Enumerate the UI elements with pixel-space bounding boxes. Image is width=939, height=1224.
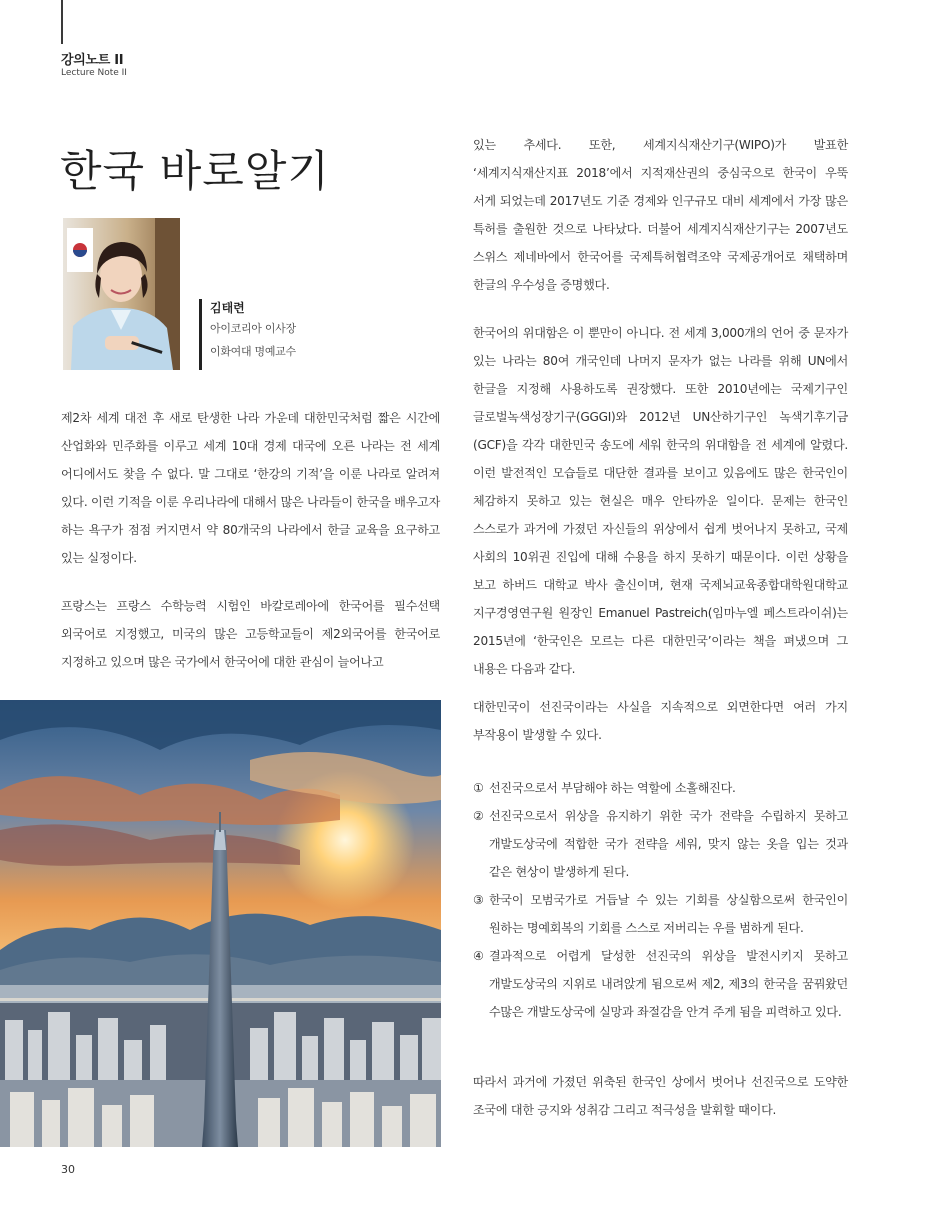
list-marker: ① <box>473 781 484 795</box>
right-paragraph-3: 대한민국이 선진국이라는 사실을 지속적으로 외면한다면 여러 가지 부작용이 발생할 수 있다. <box>473 700 848 742</box>
seoul-skyline-image <box>0 700 441 1147</box>
seoul-skyline-photo <box>0 700 441 1147</box>
list-item-text: 선진국으로서 부담해야 하는 역할에 소홀해진다. <box>489 781 736 795</box>
side-effects-list <box>473 774 848 1026</box>
section-title: 강의노트 II <box>61 53 124 68</box>
list-item <box>473 802 848 886</box>
list-item-text: 선진국으로서 위상을 유지하기 위한 국가 전략을 수립하지 못하고 개발도상국에 적합한 국가 전략을 세워, 맞지 않는 옷을 입는 것과 같은 현상이 발생하게 된다. <box>489 809 848 879</box>
left-paragraph-2: 프랑스는 프랑스 수학능력 시험인 바칼로레아에 한국어를 필수선택 외국어로 지정했고, 미국의 많은 고등학교들이 제2외국어를 한국어로 지정하고 있으며 많은 국가에서 한국어에 대한 관심이 늘어나고 <box>61 599 440 669</box>
list-item-text: 한국이 모범국가로 거듭날 수 있는 기회를 상실함으로써 한국인이 원하는 명예회복의 기회를 스스로 저버리는 우를 범하게 된다. <box>489 893 848 935</box>
right-paragraph-2: 한국어의 위대함은 이 뿐만이 아니다. 전 세계 3,000개의 언어 중 문자가 있는 나라는 80여 개국인데 나머지 문자가 없는 나라를 위해 UN에서 한글을 지정해 사용하도록 권장했다. 또한 2010년에는 국제기구인 글로벌녹색성장기구(GGGI)와 2012년 UN산하기구인 녹색기후기금(GCF)을 각각 대한민국 송도에 세워 한국의 위대함을 전 세계에 알렸다. 이런 발전적인 모습들로 대단한 결과를 보이고 있음에도 많은 한국인이 체감하지 못하고 있는 현실은 매우 안타까운 일이다. 문제는 한국인 스스로가 과거에 가졌던 자신들의 위상에서 쉽게 벗어나지 못하고, 국제 사회의 10위권 진입에 대해 수용을 하지 못하기 때문이다. 이런 상황을 보고 하버드 대학교 박사 출신이며, 현재 국제뇌교육종합대학원대학교 지구경영연구원 원장인 Emanuel Pastreich(임마누엘 페스트라이쉬)는 2015년에 ‘한국인은 모르는 다른 대한민국’이라는 책을 펴냈으며 그 내용은 다음과 같다. <box>473 326 848 676</box>
list-item <box>473 942 848 1026</box>
article-title: 한국 바로알기 <box>60 147 330 197</box>
list-marker: ② <box>473 809 484 823</box>
author-accent-bar <box>199 299 202 370</box>
author-name: 김태련 <box>210 301 245 315</box>
header-rule <box>61 0 63 44</box>
page-number: 30 <box>61 1163 75 1176</box>
list-item <box>473 886 848 942</box>
author-portrait <box>63 218 180 370</box>
list-marker: ③ <box>473 893 484 907</box>
left-paragraph-1: 제2차 세계 대전 후 새로 탄생한 나라 가운데 대한민국처럼 짧은 시간에 산업화와 민주화를 이루고 세계 10대 경제 대국에 오른 나라는 전 세계 어디에서도 찾을 수 없다. 말 그대로 ‘한강의 기적’을 이룬 나라로 알려져 있다. 이런 기적을 이룬 우리나라에 대해서 많은 나라들이 한국을 배우고자 하는 욕구가 점점 커지면서 약 80개국의 나라에서 한글 교육을 요구하고 있는 실정이다. <box>61 411 440 565</box>
author-portrait-image <box>63 218 180 370</box>
closing-paragraph: 따라서 과거에 가졌던 위축된 한국인 상에서 벗어나 선진국으로 도약한 조국에 대한 긍지와 성취감 그리고 적극성을 발휘할 때이다. <box>473 1075 848 1117</box>
author-role-2: 이화여대 명예교수 <box>210 345 296 358</box>
author-role-1: 아이코리아 이사장 <box>210 322 296 335</box>
right-paragraph-1: 있는 추세다. 또한, 세계지식재산기구(WIPO)가 발표한 ‘세계지식재산지표 2018’에서 지적재산권의 중심국으로 한국이 우뚝 서게 되었는데 2017년도 기준 경제와 인구규모 대비 세계에서 가장 많은 특허를 출원한 것으로 나타났다. 더불어 세계지식재산기구는 2007년도 스위스 제네바에서 한국어를 국제특허협력조약 국제공개어로 채택하며 한글의 우수성을 증명했다. <box>473 138 848 292</box>
list-item-text: 결과적으로 어렵게 달성한 선진국의 위상을 발전시키지 못하고 개발도상국의 지위로 내려앉게 됨으로써 제2, 제3의 한국을 꿈꿔왔던 수많은 개발도상국에 실망과 좌절감을 안겨 주게 됨을 피력하고 있다. <box>489 949 848 1019</box>
list-item <box>473 774 848 802</box>
list-marker: ④ <box>473 949 484 963</box>
section-subtitle: Lecture Note II <box>61 68 127 78</box>
